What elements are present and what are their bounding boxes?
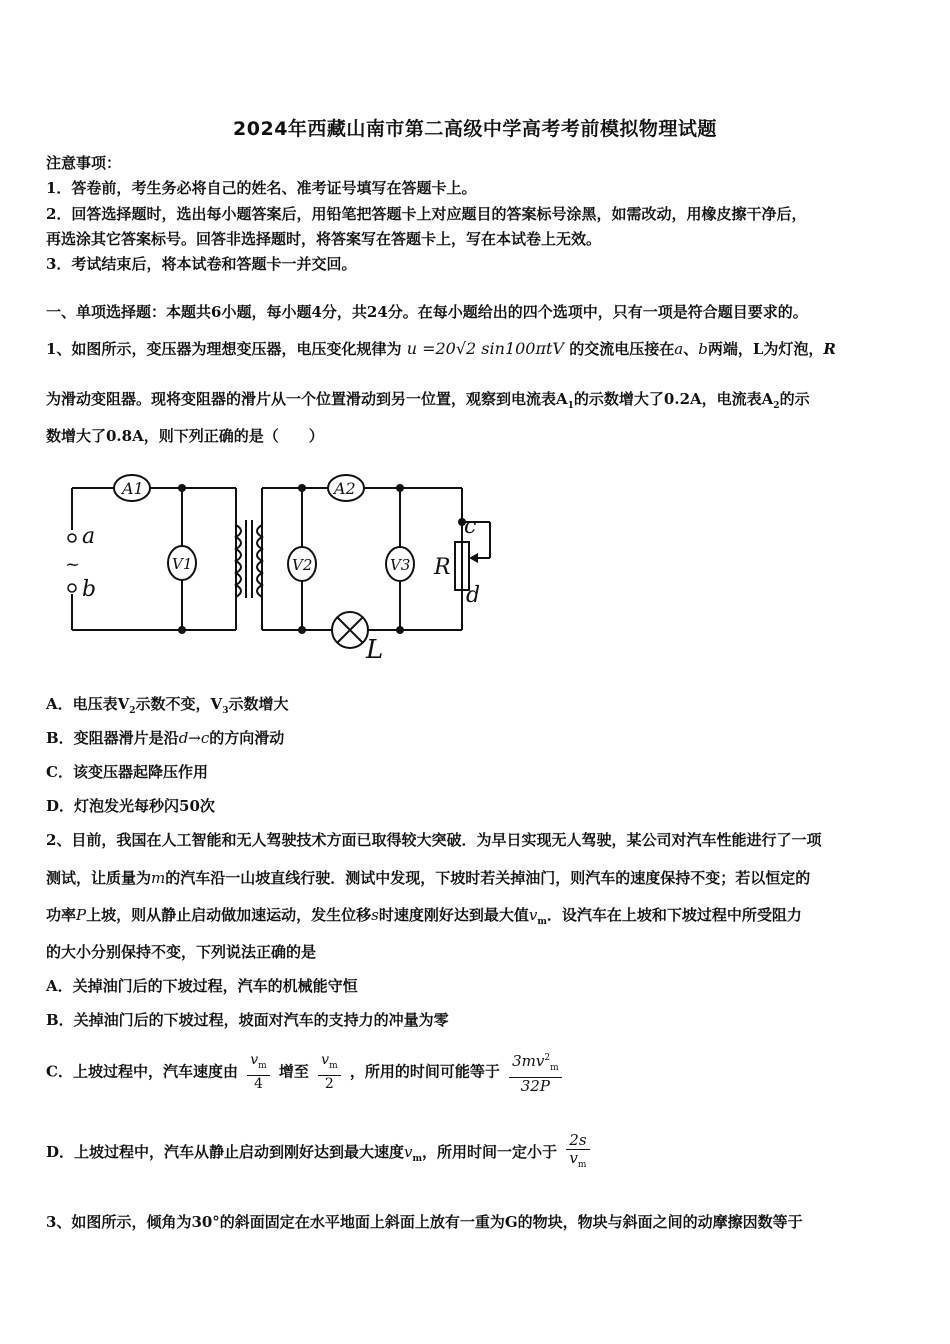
frac-num: 2s (566, 1132, 589, 1150)
label-a2: A2 (334, 479, 356, 498)
option-text: ，所用的时间可能等于 (349, 1062, 500, 1081)
q2-text: 的汽车沿一山坡直线行驶．测试中发现，下坡时若关掉油门，则汽车的速度保持不变；若以恒定的 (165, 869, 811, 887)
q2-sub: m (537, 917, 547, 927)
option-text: A．电压表V (46, 695, 130, 713)
notice-item: 2．回答选择题时，选出每小题答案后，用铅笔把答题卡上对应题目的答案标号涂黑，如需改动，用橡皮擦干净后， (46, 205, 807, 223)
q2-line2 (46, 868, 810, 888)
label-r: R (434, 555, 451, 580)
q2-text: 测试，让质量为 (46, 869, 152, 887)
option-sub: 2 (129, 706, 136, 716)
ac-source-symbol: ~ (65, 554, 81, 575)
fraction-vm-over-2 (318, 1052, 340, 1093)
q1-text: 为滑动变阻器。现将变阻器的滑片从一个位置滑动到另一位置，观察到电流表A (46, 390, 568, 408)
option-text: ，所用时间一定小于 (422, 1143, 558, 1161)
terminal-a (68, 534, 76, 542)
label-v1: V1 (172, 555, 193, 573)
q1-text: 、 (683, 340, 699, 358)
label-d: d (466, 583, 481, 608)
q1-text: 的交流电压接在 (569, 340, 675, 358)
q1-text: 1、如图所示，变压器为理想变压器，电压变化规律为 (46, 340, 402, 358)
q2-var-m: m (151, 869, 166, 887)
q1-text: 的示 (779, 390, 810, 408)
q2-text: 上坡，则从静止启动做加速运动，发生位移 (86, 906, 372, 924)
frac-sub: m (329, 1060, 338, 1071)
q1-line1 (46, 339, 836, 359)
notice-item: 1．答卷前，考生务必将自己的姓名、准考证号填写在答题卡上。 (46, 179, 477, 197)
q1-line3: 数增大了0.8A，则下列正确的是（ ） (46, 427, 324, 445)
frac-den: v (569, 1149, 578, 1167)
q2-line4: 的大小分别保持不变，下列说法正确的是 (46, 943, 317, 961)
notice-item: 再选涂其它答案标号。回答非选择题时，将答案写在答题卡上，写在本试卷上无效。 (46, 230, 602, 248)
q2-var-s: s (371, 906, 379, 924)
notice-heading: 注意事项： (46, 154, 122, 172)
frac-sub: m (550, 1063, 559, 1073)
q2-var-p: P (76, 906, 87, 924)
option-math: d→c (178, 729, 210, 747)
q2-option-a: A．关掉油门后的下坡过程，汽车的机械能守恒 (46, 977, 358, 995)
q1-option-d: D．灯泡发光每秒闪50次 (46, 797, 215, 815)
terminal-b (68, 584, 76, 592)
label-a: a (82, 524, 96, 549)
fraction-vm-over-4 (247, 1052, 269, 1093)
q1-var-a: a (674, 340, 684, 358)
label-a1: A1 (122, 479, 144, 498)
q1-voltage-formula: u =20√2 sin100πtV (406, 339, 564, 358)
q2-text: ．设汽车在上坡和下坡过程中所受阻力 (546, 906, 802, 924)
option-text: B．变阻器滑片是沿 (46, 729, 179, 747)
fraction-2s-over-vm (566, 1132, 589, 1174)
option-math: v (404, 1143, 413, 1161)
q2-option-d (46, 1132, 594, 1179)
option-text: 示数增大 (228, 695, 289, 713)
transformer-circuit-diagram (62, 470, 502, 665)
q1-sub: 2 (773, 401, 780, 411)
option-sub: m (412, 1154, 423, 1164)
label-c: c (464, 514, 477, 539)
frac-sup: 2 (544, 1053, 551, 1063)
frac-den: 2 (324, 1075, 334, 1092)
option-text: 的方向滑动 (209, 729, 285, 747)
frac-den: 32P (520, 1077, 550, 1095)
q2-option-c (46, 1050, 566, 1095)
frac-sub: m (577, 1160, 587, 1170)
q1-sub: 1 (567, 401, 574, 411)
option-text: D．上坡过程中，汽车从静止启动到刚好达到最大速度 (46, 1143, 405, 1161)
frac-num: v (321, 1052, 330, 1069)
frac-num: v (250, 1052, 259, 1069)
q1-option-a (46, 694, 288, 721)
frac-den: 4 (253, 1075, 263, 1092)
q2-line3 (46, 905, 802, 932)
q2-option-b: B．关掉油门后的下坡过程，坡面对汽车的支持力的冲量为零 (46, 1011, 449, 1029)
q1-option-c: C．该变压器起降压作用 (46, 763, 208, 781)
q1-var-b: b (698, 340, 708, 358)
q1-line2 (46, 389, 810, 416)
q1-text: 的示数增大了0.2A，电流表A (573, 390, 774, 408)
label-v3: V3 (390, 556, 411, 574)
label-l: L (366, 635, 384, 665)
page-title: 2024年西藏山南市第二高级中学高考考前模拟物理试题 (233, 118, 717, 140)
notice-item: 3．考试结束后，将本试卷和答题卡一并交回。 (46, 255, 357, 273)
label-v2: V2 (292, 556, 313, 574)
q1-option-b (46, 728, 284, 748)
fraction-time-expression (509, 1050, 562, 1095)
q2-line1: 2、目前，我国在人工智能和无人驾驶技术方面已取得较大突破．为早日实现无人驾驶，某公司对汽车性能进行了一项 (46, 831, 822, 849)
frac-num: 3mv (512, 1052, 545, 1070)
option-text: C．上坡过程中，汽车速度由 (46, 1062, 238, 1081)
option-text: 增至 (278, 1062, 309, 1081)
q3-line1: 3、如图所示，倾角为30°的斜面固定在水平地面上斜面上放有一重为G的物块，物块与斜面之间的动摩擦因数等于 (46, 1213, 803, 1231)
q2-text: 功率 (46, 906, 77, 924)
q1-text: 两端，L为灯泡， (707, 340, 824, 358)
option-text: 示数不变，V (135, 695, 223, 713)
rheostat-slider-arrow (469, 553, 478, 563)
section-heading: 一、单项选择题：本题共6小题，每小题4分，共24分。在每小题给出的四个选项中，只有一项是符合题目要求的。 (46, 303, 808, 321)
q2-var-v: v (528, 906, 538, 924)
frac-sub: m (258, 1060, 267, 1071)
label-b: b (82, 577, 97, 602)
q1-var-r: R (823, 340, 836, 358)
option-sub: 3 (222, 706, 229, 716)
q2-text: 时速度刚好达到最大值 (378, 906, 529, 924)
